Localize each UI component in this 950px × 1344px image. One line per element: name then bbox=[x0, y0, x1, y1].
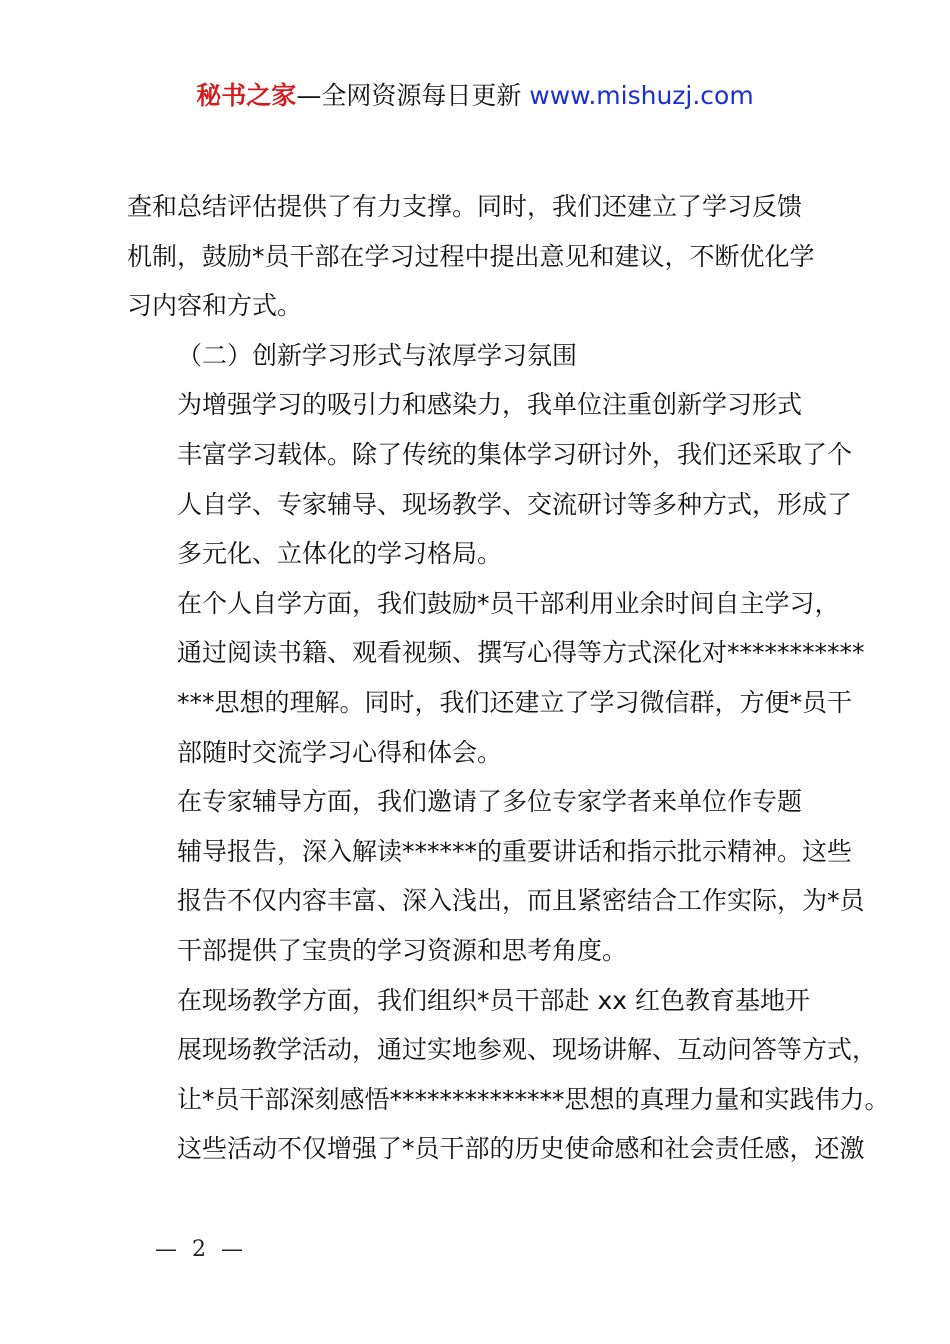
site-header bbox=[0, 78, 950, 114]
text-line: 让*员干部深刻感悟**************思想的真理力量和实践伟力。 bbox=[177, 1084, 890, 1114]
text-line: 在个人自学方面，我们鼓励*员干部利用业余时间自主学习， bbox=[177, 588, 840, 618]
text-line: 人自学、专家辅导、现场教学、交流研讨等多种方式，形成了 bbox=[177, 489, 853, 519]
paragraph bbox=[127, 579, 865, 777]
paragraph bbox=[127, 182, 839, 331]
text-line: 通过阅读书籍、观看视频、撰写心得等方式深化对*********** bbox=[177, 638, 865, 668]
text-line: ***思想的理解。同时，我们还建立了学习微信群，方便*员干 bbox=[177, 687, 853, 717]
section-heading bbox=[127, 331, 839, 381]
text-line: 部随时交流学习心得和体会。 bbox=[177, 737, 503, 767]
paragraph bbox=[127, 777, 865, 975]
text-line: 辅导报告，深入解读******的重要讲话和指示批示精神。这些 bbox=[177, 836, 853, 866]
text-line: （二）创新学习形式与浓厚学习氛围 bbox=[177, 340, 578, 370]
text-line: 丰富学习载体。除了传统的集体学习研讨外，我们还采取了个 bbox=[177, 439, 853, 469]
text-line: 习内容和方式。 bbox=[127, 291, 303, 321]
text-line: 展现场教学活动，通过实地参观、现场讲解、互动问答等方式， bbox=[177, 1035, 878, 1065]
text-line: 查和总结评估提供了有力支撑。同时，我们还建立了学习反馈 bbox=[127, 192, 803, 221]
text-line: 多元化、立体化的学习格局。 bbox=[177, 539, 503, 569]
paragraph bbox=[127, 380, 853, 578]
header-tagline: —全网资源每日更新 bbox=[296, 81, 522, 110]
paragraph bbox=[127, 976, 890, 1174]
text-line: 这些活动不仅增强了*员干部的历史使命感和社会责任感，还激 bbox=[177, 1134, 865, 1164]
text-line: 在专家辅导方面，我们邀请了多位专家学者来单位作专题 bbox=[177, 787, 803, 817]
text-line: 为增强学习的吸引力和感染力，我单位注重创新学习形式 bbox=[177, 390, 803, 420]
text-line: 干部提供了宝贵的学习资源和思考角度。 bbox=[177, 935, 628, 965]
site-url-link[interactable]: www.mishuzj.com bbox=[529, 81, 754, 110]
text-line: 在现场教学方面，我们组织*员干部赴 xx 红色教育基地开 bbox=[177, 985, 810, 1015]
text-line: 报告不仅内容丰富、深入浅出，而且紧密结合工作实际，为*员 bbox=[177, 886, 865, 916]
text-line: 机制，鼓励*员干部在学习过程中提出意见和建议，不断优化学 bbox=[127, 241, 815, 271]
page-number: — 2 — bbox=[155, 1237, 247, 1262]
brand-name: 秘书之家 bbox=[196, 81, 297, 110]
document-body bbox=[127, 182, 890, 1174]
